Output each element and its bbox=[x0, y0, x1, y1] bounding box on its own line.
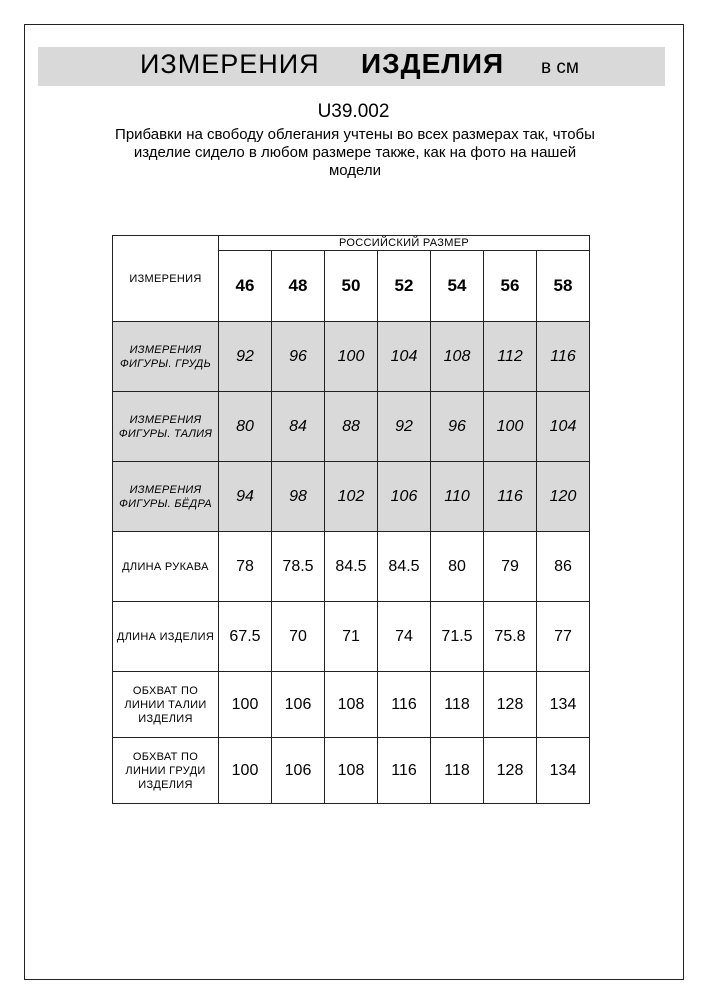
size-group-label: РОССИЙСКИЙ РАЗМЕР bbox=[219, 236, 590, 251]
size-header: 56 bbox=[484, 251, 537, 322]
table-cell: 112 bbox=[484, 322, 537, 392]
row-label: ОБХВАТ ПО ЛИНИИ ТАЛИИ ИЗДЕЛИЯ bbox=[113, 672, 219, 738]
table-row bbox=[113, 672, 590, 738]
table-cell: 88 bbox=[325, 392, 378, 462]
table-row bbox=[113, 602, 590, 672]
table-cell: 110 bbox=[431, 462, 484, 532]
table-cell: 118 bbox=[431, 738, 484, 804]
row-label: ДЛИНА РУКАВА bbox=[113, 532, 219, 602]
table-cell: 78 bbox=[219, 532, 272, 602]
table-cell: 79 bbox=[484, 532, 537, 602]
size-header: 52 bbox=[378, 251, 431, 322]
header-title-product: ИЗДЕЛИЯ bbox=[361, 48, 505, 79]
table-cell: 102 bbox=[325, 462, 378, 532]
table-cell: 77 bbox=[537, 602, 590, 672]
product-code: U39.002 bbox=[317, 101, 390, 122]
size-header: 48 bbox=[272, 251, 325, 322]
table-cell: 75.8 bbox=[484, 602, 537, 672]
size-header: 50 bbox=[325, 251, 378, 322]
table-cell: 94 bbox=[219, 462, 272, 532]
table-header-row bbox=[113, 236, 590, 251]
table-cell: 98 bbox=[272, 462, 325, 532]
table-cell: 84.5 bbox=[378, 532, 431, 602]
table-row bbox=[113, 462, 590, 532]
row-label: ИЗМЕРЕНИЯ ФИГУРЫ. БЁДРА bbox=[113, 462, 219, 532]
table-cell: 96 bbox=[431, 392, 484, 462]
table-cell: 92 bbox=[219, 322, 272, 392]
table-cell: 108 bbox=[431, 322, 484, 392]
table-cell: 78.5 bbox=[272, 532, 325, 602]
table-cell: 71 bbox=[325, 602, 378, 672]
table-cell: 116 bbox=[537, 322, 590, 392]
table-cell: 100 bbox=[325, 322, 378, 392]
table-cell: 86 bbox=[537, 532, 590, 602]
table-cell: 120 bbox=[537, 462, 590, 532]
size-header: 58 bbox=[537, 251, 590, 322]
table-cell: 70 bbox=[272, 602, 325, 672]
fit-note: Прибавки на свободу облегания учтены во всех размерах так, чтобы изделие сидело в любом размере также, как на фото на нашей модели bbox=[115, 126, 595, 179]
table-cell: 118 bbox=[431, 672, 484, 738]
table-cell: 116 bbox=[378, 738, 431, 804]
table-cell: 100 bbox=[484, 392, 537, 462]
table-row bbox=[113, 322, 590, 392]
table-cell: 116 bbox=[484, 462, 537, 532]
table-cell: 108 bbox=[325, 738, 378, 804]
table-cell: 71.5 bbox=[431, 602, 484, 672]
table-cell: 92 bbox=[378, 392, 431, 462]
table-cell: 108 bbox=[325, 672, 378, 738]
size-header: 46 bbox=[219, 251, 272, 322]
table-cell: 84 bbox=[272, 392, 325, 462]
table-cell: 134 bbox=[537, 672, 590, 738]
table-row bbox=[113, 738, 590, 804]
table-cell: 96 bbox=[272, 322, 325, 392]
table-cell: 67.5 bbox=[219, 602, 272, 672]
row-label: ИЗМЕРЕНИЯ ФИГУРЫ. ГРУДЬ bbox=[113, 322, 219, 392]
table-cell: 84.5 bbox=[325, 532, 378, 602]
table-cell: 100 bbox=[219, 738, 272, 804]
row-label: ОБХВАТ ПО ЛИНИИ ГРУДИ ИЗДЕЛИЯ bbox=[113, 738, 219, 804]
table-cell: 116 bbox=[378, 672, 431, 738]
row-label: ИЗМЕРЕНИЯ ФИГУРЫ. ТАЛИЯ bbox=[113, 392, 219, 462]
table-cell: 74 bbox=[378, 602, 431, 672]
table-cell: 128 bbox=[484, 738, 537, 804]
size-header: 54 bbox=[431, 251, 484, 322]
table-cell: 100 bbox=[219, 672, 272, 738]
table-row bbox=[113, 392, 590, 462]
table-cell: 104 bbox=[378, 322, 431, 392]
table-cell: 106 bbox=[272, 738, 325, 804]
header-unit: в см bbox=[541, 57, 579, 78]
table-cell: 80 bbox=[431, 532, 484, 602]
table-cell: 104 bbox=[537, 392, 590, 462]
size-table bbox=[112, 235, 590, 804]
row-label: ДЛИНА ИЗДЕЛИЯ bbox=[113, 602, 219, 672]
table-cell: 134 bbox=[537, 738, 590, 804]
table-cell: 128 bbox=[484, 672, 537, 738]
corner-label: ИЗМЕРЕНИЯ bbox=[113, 236, 219, 322]
table-cell: 80 bbox=[219, 392, 272, 462]
table-cell: 106 bbox=[378, 462, 431, 532]
table-row bbox=[113, 532, 590, 602]
table-cell: 106 bbox=[272, 672, 325, 738]
header-title-measurements: ИЗМЕРЕНИЯ bbox=[140, 49, 320, 79]
